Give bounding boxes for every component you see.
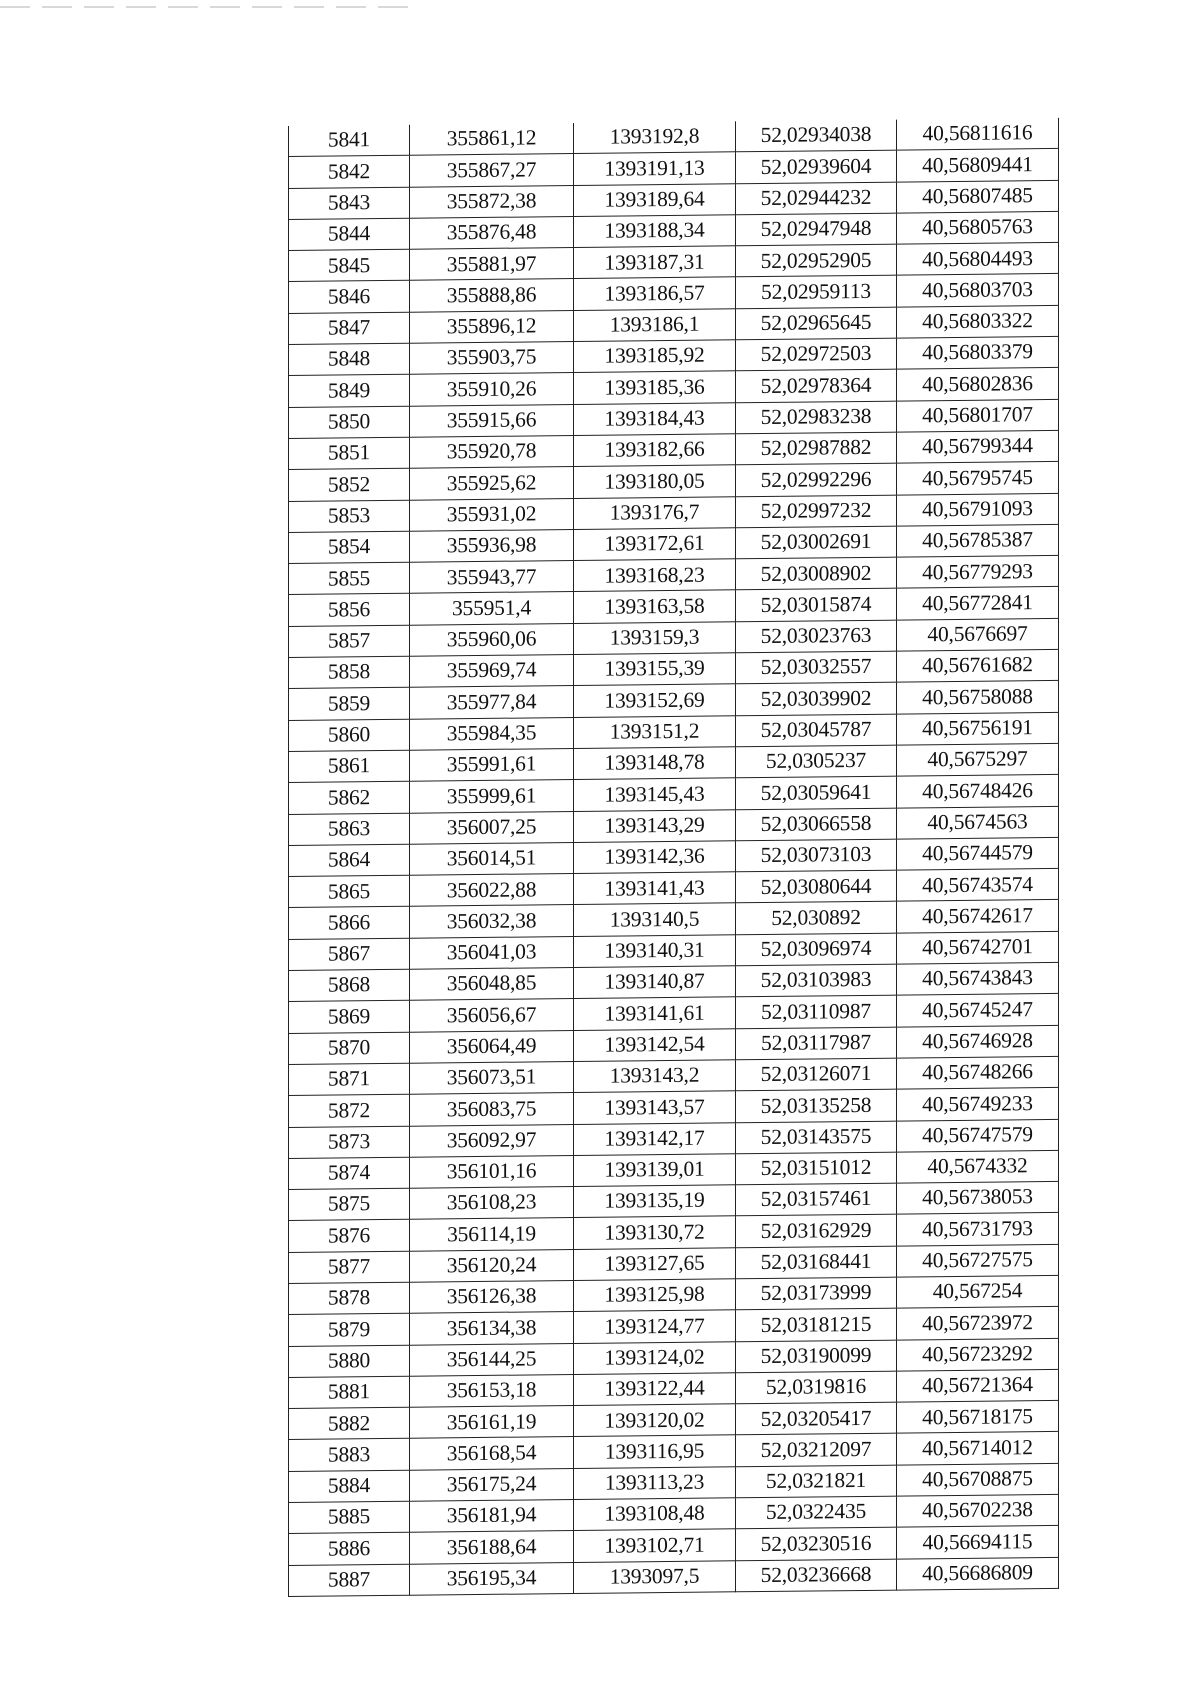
table-cell: 1393155,39 — [574, 653, 736, 686]
table-cell: 356188,64 — [410, 1531, 574, 1564]
table-cell: 5864 — [289, 844, 410, 877]
table-cell: 40,5674332 — [897, 1150, 1059, 1183]
table-cell: 40,56811616 — [897, 118, 1059, 150]
table-cell: 5841 — [289, 125, 410, 157]
table-cell: 5852 — [289, 468, 410, 501]
table-cell: 52,02959113 — [736, 276, 897, 309]
table-cell: 356101,16 — [410, 1155, 574, 1188]
table-cell: 40,56694115 — [897, 1526, 1059, 1559]
table-cell: 5883 — [289, 1439, 410, 1472]
table-cell: 5866 — [289, 907, 410, 940]
table-cell: 356014,51 — [410, 842, 574, 875]
table-cell: 5869 — [289, 1001, 410, 1034]
table-cell: 356083,75 — [410, 1093, 574, 1126]
table-cell: 5870 — [289, 1032, 410, 1065]
table-cell: 1393143,57 — [574, 1091, 736, 1124]
table-cell: 1393189,64 — [574, 183, 736, 216]
table-cell: 40,5675297 — [897, 743, 1059, 776]
table-cell: 52,03096974 — [736, 933, 897, 966]
table-cell: 40,56749233 — [897, 1088, 1059, 1121]
table-cell: 5884 — [289, 1470, 410, 1503]
table-cell: 356108,23 — [410, 1187, 574, 1220]
table-cell: 356032,38 — [410, 905, 574, 938]
table-cell: 356144,25 — [410, 1343, 574, 1376]
table-cell: 40,56761682 — [897, 649, 1059, 682]
table-cell: 355920,78 — [410, 435, 574, 468]
table-cell: 40,56803322 — [897, 305, 1059, 338]
table-cell: 52,02997232 — [736, 495, 897, 528]
table-cell: 5885 — [289, 1501, 410, 1534]
table-cell: 1393145,43 — [574, 778, 736, 811]
table-cell: 355867,27 — [410, 154, 574, 187]
table-cell: 1393176,7 — [574, 496, 736, 529]
table-cell: 40,56738053 — [897, 1182, 1059, 1215]
table-cell: 1393130,72 — [574, 1216, 736, 1249]
table-cell: 52,03162929 — [736, 1215, 897, 1248]
table-cell: 5865 — [289, 875, 410, 908]
table-cell: 52,030892 — [736, 902, 897, 935]
table-cell: 5879 — [289, 1314, 410, 1347]
table-cell: 5861 — [289, 750, 410, 783]
table-cell: 356092,97 — [410, 1124, 574, 1157]
table-cell: 52,03212097 — [736, 1434, 897, 1467]
table-cell: 356120,24 — [410, 1249, 574, 1282]
table-cell: 5848 — [289, 343, 410, 376]
table-cell: 5875 — [289, 1188, 410, 1221]
table-cell: 52,03157461 — [736, 1183, 897, 1216]
table-cell: 52,03023763 — [736, 620, 897, 653]
table-cell: 1393124,02 — [574, 1341, 736, 1374]
table-cell: 1393142,54 — [574, 1028, 736, 1061]
scan-artifact-line — [0, 6, 410, 8]
table-cell: 355903,75 — [410, 342, 574, 375]
table-cell: 1393185,36 — [574, 371, 736, 404]
table-cell: 356153,18 — [410, 1374, 574, 1407]
table-cell: 40,56721364 — [897, 1369, 1059, 1402]
table-cell: 355925,62 — [410, 467, 574, 500]
table-cell: 356114,19 — [410, 1218, 574, 1251]
table-cell: 52,02983238 — [736, 401, 897, 434]
table-cell: 1393151,2 — [574, 715, 736, 748]
table-cell: 52,03117987 — [736, 1027, 897, 1060]
table-cell: 1393148,78 — [574, 747, 736, 780]
table-cell: 1393182,66 — [574, 434, 736, 467]
table-cell: 356161,19 — [410, 1406, 574, 1439]
table-cell: 355915,66 — [410, 404, 574, 437]
table-cell: 52,03059641 — [736, 776, 897, 809]
table-cell: 52,03066558 — [736, 808, 897, 841]
table-cell: 1393152,69 — [574, 684, 736, 717]
table-cell: 1393116,95 — [574, 1435, 736, 1468]
table-cell: 355896,12 — [410, 310, 574, 343]
table-cell: 355977,84 — [410, 686, 574, 719]
table-cell: 1393125,98 — [574, 1279, 736, 1312]
table-cell: 52,03103983 — [736, 964, 897, 997]
table-cell: 355960,06 — [410, 623, 574, 656]
table-cell: 52,03151012 — [736, 1152, 897, 1185]
table-cell: 40,56686809 — [897, 1557, 1059, 1590]
table-cell: 40,56772841 — [897, 587, 1059, 620]
table-cell: 52,03045787 — [736, 714, 897, 747]
table-cell: 356134,38 — [410, 1312, 574, 1345]
table-cell: 1393184,43 — [574, 402, 736, 435]
table-cell: 356073,51 — [410, 1061, 574, 1094]
table-cell: 52,03002691 — [736, 526, 897, 559]
table-cell: 5887 — [289, 1564, 410, 1597]
table-cell: 40,56795745 — [897, 462, 1059, 495]
table-cell: 40,56803379 — [897, 337, 1059, 370]
table-cell: 52,02987882 — [736, 432, 897, 465]
table-cell: 1393142,36 — [574, 841, 736, 874]
table-cell: 1393113,23 — [574, 1467, 736, 1500]
table-cell: 355999,61 — [410, 780, 574, 813]
table-cell: 40,56803703 — [897, 274, 1059, 307]
table-cell: 40,56743843 — [897, 962, 1059, 995]
table-cell: 52,03205417 — [736, 1402, 897, 1435]
table-cell: 40,56714012 — [897, 1432, 1059, 1465]
table-cell: 5854 — [289, 531, 410, 564]
table-cell: 1393135,19 — [574, 1185, 736, 1218]
table-cell: 40,56805763 — [897, 211, 1059, 244]
table-cell: 5855 — [289, 562, 410, 595]
table-cell: 1393120,02 — [574, 1404, 736, 1437]
table-cell: 5842 — [289, 156, 410, 189]
table-cell: 40,56756191 — [897, 712, 1059, 745]
table-cell: 356126,38 — [410, 1280, 574, 1313]
table-cell: 5856 — [289, 594, 410, 627]
table-cell: 40,56746928 — [897, 1025, 1059, 1058]
table-cell: 40,56731793 — [897, 1213, 1059, 1246]
table-cell: 52,03181215 — [736, 1308, 897, 1341]
table-cell: 1393186,1 — [574, 309, 736, 342]
table-cell: 355872,38 — [410, 185, 574, 218]
table-cell: 52,02972503 — [736, 338, 897, 371]
table-cell: 1393180,05 — [574, 465, 736, 498]
table-cell: 5863 — [289, 813, 410, 846]
table-cell: 5845 — [289, 249, 410, 282]
table-cell: 40,56744579 — [897, 837, 1059, 870]
table-cell: 52,02952905 — [736, 244, 897, 277]
table-cell: 52,03173999 — [736, 1277, 897, 1310]
table-cell: 5843 — [289, 187, 410, 220]
table-cell: 5881 — [289, 1376, 410, 1409]
table-cell: 1393102,71 — [574, 1529, 736, 1562]
table-cell: 40,5674563 — [897, 806, 1059, 839]
table-cell: 40,56708875 — [897, 1463, 1059, 1496]
table-cell: 40,56801707 — [897, 399, 1059, 432]
table-cell: 52,0322435 — [736, 1496, 897, 1529]
table-cell: 40,567254 — [897, 1275, 1059, 1308]
table-cell: 40,56802836 — [897, 368, 1059, 401]
table-cell: 1393141,43 — [574, 872, 736, 905]
table-cell: 5880 — [289, 1345, 410, 1378]
table-cell: 40,56748426 — [897, 775, 1059, 808]
table-row — [289, 1557, 1059, 1596]
table-cell: 52,03032557 — [736, 651, 897, 684]
table-cell: 1393168,23 — [574, 559, 736, 592]
table-cell: 40,56702238 — [897, 1494, 1059, 1527]
table-cell: 1393159,3 — [574, 622, 736, 655]
table-cell: 52,02944232 — [736, 182, 897, 215]
table-cell: 356022,88 — [410, 874, 574, 907]
table-cell: 52,03110987 — [736, 995, 897, 1028]
table-cell: 52,02992296 — [736, 463, 897, 496]
table-cell: 52,03168441 — [736, 1246, 897, 1279]
table-cell: 40,56742617 — [897, 900, 1059, 933]
table-cell: 5857 — [289, 625, 410, 658]
table-cell: 40,56785387 — [897, 524, 1059, 557]
table-cell: 52,03190099 — [736, 1340, 897, 1373]
table-cell: 40,56791093 — [897, 493, 1059, 526]
table-cell: 52,03080644 — [736, 870, 897, 903]
table-cell: 1393187,31 — [574, 246, 736, 279]
table-cell: 356181,94 — [410, 1500, 574, 1533]
table-cell: 5862 — [289, 781, 410, 814]
table-cell: 5874 — [289, 1157, 410, 1190]
table-cell: 52,02934038 — [736, 120, 897, 152]
table-cell: 1393124,77 — [574, 1310, 736, 1343]
table-cell: 5873 — [289, 1126, 410, 1159]
table-cell: 40,56809441 — [897, 149, 1059, 182]
table-cell: 40,56747579 — [897, 1119, 1059, 1152]
table-cell: 1393140,31 — [574, 935, 736, 968]
table-cell: 1393192,8 — [574, 121, 736, 153]
table-cell: 40,56723292 — [897, 1338, 1059, 1371]
table-cell: 52,02947948 — [736, 213, 897, 246]
table-cell: 52,03230516 — [736, 1527, 897, 1560]
table-cell: 40,56758088 — [897, 681, 1059, 714]
table-cell: 5846 — [289, 281, 410, 314]
table-cell: 355910,26 — [410, 373, 574, 406]
table-cell: 355969,74 — [410, 655, 574, 688]
table-cell: 5886 — [289, 1533, 410, 1566]
table-cell: 1393122,44 — [574, 1373, 736, 1406]
table-cell: 40,56804493 — [897, 243, 1059, 276]
table-cell: 52,0321821 — [736, 1465, 897, 1498]
table-cell: 1393127,65 — [574, 1248, 736, 1281]
table-cell: 1393188,34 — [574, 215, 736, 248]
table-cell: 5882 — [289, 1407, 410, 1440]
table-cell: 355861,12 — [410, 123, 574, 156]
table-cell: 52,02965645 — [736, 307, 897, 340]
table-cell: 52,03135258 — [736, 1089, 897, 1122]
table-cell: 356195,34 — [410, 1562, 574, 1595]
table-cell: 52,03015874 — [736, 589, 897, 622]
table-cell: 40,56727575 — [897, 1244, 1059, 1277]
table-cell: 40,56799344 — [897, 430, 1059, 463]
table-cell: 5844 — [289, 218, 410, 251]
table-cell: 40,56745247 — [897, 994, 1059, 1027]
table-cell: 1393108,48 — [574, 1498, 736, 1531]
table-cell: 356041,03 — [410, 936, 574, 969]
table-cell: 356168,54 — [410, 1437, 574, 1470]
table-cell: 355991,61 — [410, 748, 574, 781]
table-cell: 356007,25 — [410, 811, 574, 844]
table-cell: 1393143,2 — [574, 1060, 736, 1093]
table-cell: 52,03073103 — [736, 839, 897, 872]
table-cell: 5876 — [289, 1220, 410, 1253]
table-cell: 5853 — [289, 500, 410, 533]
table-cell: 5867 — [289, 938, 410, 971]
table-cell: 5872 — [289, 1094, 410, 1127]
table-cell: 5850 — [289, 406, 410, 439]
table-cell: 40,56718175 — [897, 1401, 1059, 1434]
table-cell: 52,03039902 — [736, 682, 897, 715]
table-cell: 356056,67 — [410, 999, 574, 1032]
table-cell: 1393185,92 — [574, 340, 736, 373]
table-cell: 5877 — [289, 1251, 410, 1284]
coordinates-table-container — [288, 118, 1053, 1605]
table-cell: 355881,97 — [410, 248, 574, 281]
table-cell: 1393186,57 — [574, 277, 736, 310]
table-cell: 356048,85 — [410, 968, 574, 1001]
table-cell: 5858 — [289, 656, 410, 689]
table-cell: 1393163,58 — [574, 590, 736, 623]
table-cell: 5851 — [289, 437, 410, 470]
table-cell: 355943,77 — [410, 561, 574, 594]
table-cell: 355931,02 — [410, 498, 574, 531]
table-cell: 1393141,61 — [574, 997, 736, 1030]
table-cell: 356064,49 — [410, 1030, 574, 1063]
table-cell: 1393142,17 — [574, 1122, 736, 1155]
table-cell: 52,02978364 — [736, 370, 897, 403]
table-cell: 5859 — [289, 688, 410, 721]
coordinates-table — [288, 118, 1059, 1597]
table-cell: 5878 — [289, 1282, 410, 1315]
table-cell: 52,03126071 — [736, 1058, 897, 1091]
table-cell: 52,0305237 — [736, 745, 897, 778]
table-cell: 40,56807485 — [897, 180, 1059, 213]
table-cell: 355951,4 — [410, 592, 574, 625]
table-cell: 5847 — [289, 312, 410, 345]
table-cell: 52,0319816 — [736, 1371, 897, 1404]
table-cell: 40,5676697 — [897, 618, 1059, 651]
table-cell: 1393097,5 — [574, 1560, 736, 1593]
table-cell: 5860 — [289, 719, 410, 752]
table-cell: 40,56748266 — [897, 1056, 1059, 1089]
table-cell: 5849 — [289, 375, 410, 408]
table-cell: 355984,35 — [410, 717, 574, 750]
table-cell: 52,03143575 — [736, 1121, 897, 1154]
table-cell: 355876,48 — [410, 216, 574, 249]
table-cell: 40,56743574 — [897, 869, 1059, 902]
table-cell: 52,03008902 — [736, 557, 897, 590]
table-cell: 1393139,01 — [574, 1154, 736, 1187]
coordinates-table-body — [289, 118, 1059, 1597]
table-cell: 356175,24 — [410, 1468, 574, 1501]
table-cell: 5871 — [289, 1063, 410, 1096]
table-cell: 1393143,29 — [574, 809, 736, 842]
table-cell: 40,56779293 — [897, 556, 1059, 589]
table-cell: 40,56742701 — [897, 931, 1059, 964]
table-cell: 1393140,87 — [574, 966, 736, 999]
table-cell: 1393140,5 — [574, 903, 736, 936]
table-cell: 52,03236668 — [736, 1559, 897, 1592]
table-cell: 355888,86 — [410, 279, 574, 312]
table-cell: 5868 — [289, 969, 410, 1002]
table-cell: 355936,98 — [410, 529, 574, 562]
table-cell: 52,02939604 — [736, 150, 897, 183]
table-cell: 40,56723972 — [897, 1307, 1059, 1340]
table-cell: 1393172,61 — [574, 528, 736, 561]
table-cell: 1393191,13 — [574, 152, 736, 185]
